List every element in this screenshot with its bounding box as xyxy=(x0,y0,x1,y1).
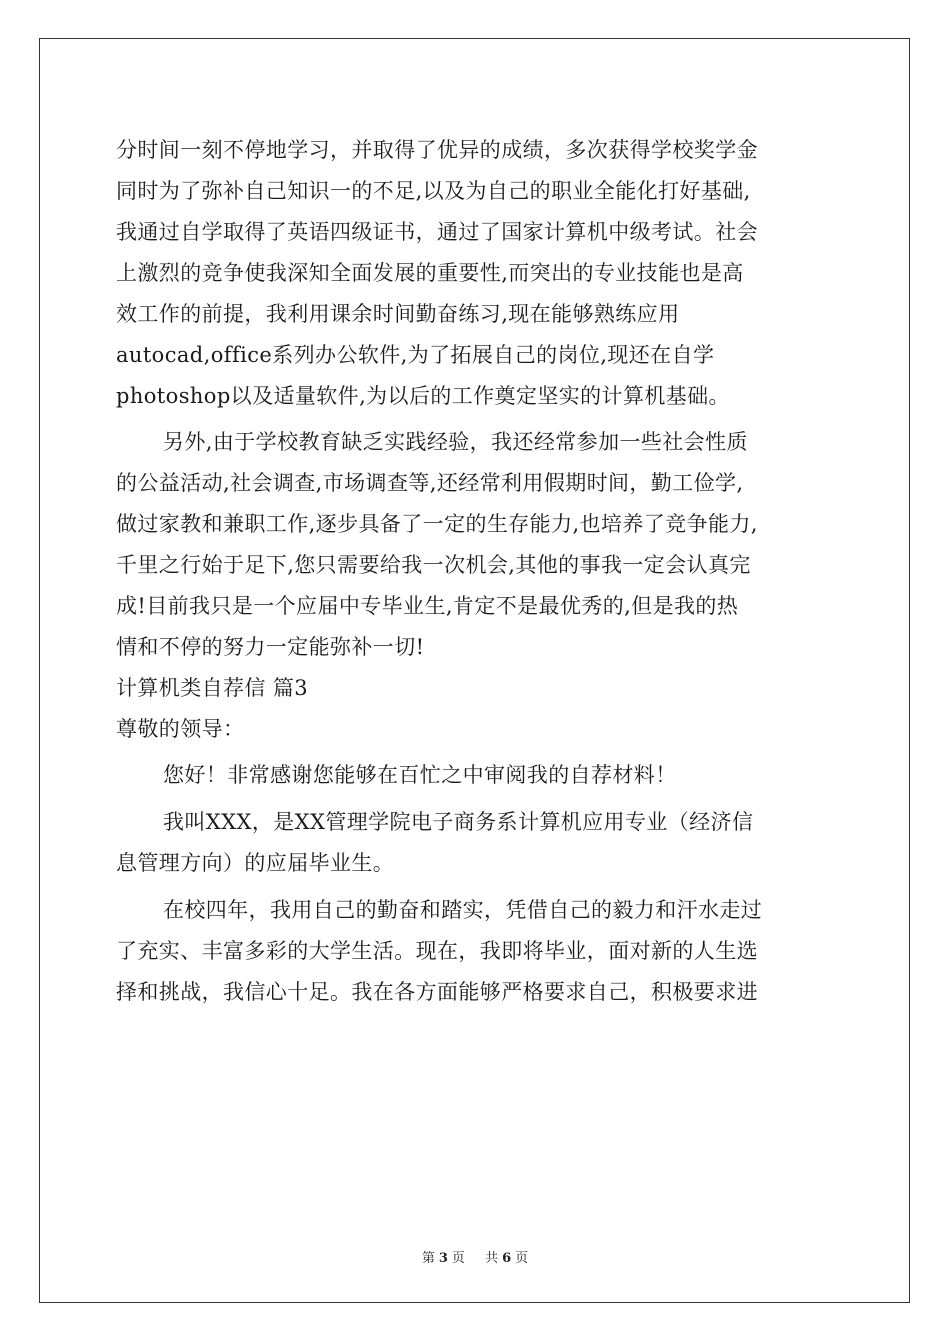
total-suffix: 页 xyxy=(515,1251,529,1266)
text-line: 做过家教和兼职工作,逐步具备了一定的生存能力,也培养了竞争能力, xyxy=(116,512,758,536)
text-line: 效工作的前提，我利用课余时间勤奋练习,现在能够熟练应用 xyxy=(116,302,680,326)
text-line: 您好！非常感谢您能够在百忙之中审阅我的自荐材料！ xyxy=(163,763,677,787)
total-pages: 6 xyxy=(502,1251,512,1266)
text-line: 在校四年，我用自己的勤奋和踏实，凭借自己的毅力和汗水走过 xyxy=(163,898,763,922)
text-line: 另外,由于学校教育缺乏实践经验，我还经常参加一些社会性质 xyxy=(163,430,748,454)
text-line: 千里之行始于足下,您只需要给我一次机会,其他的事我一定会认真完 xyxy=(116,553,751,577)
page-suffix: 页 xyxy=(451,1251,465,1266)
total-indicator xyxy=(481,1251,532,1266)
page-indicator xyxy=(418,1251,469,1266)
section-heading: 计算机类自荐信 篇3 xyxy=(116,676,309,700)
text-line: 择和挑战，我信心十足。我在各方面能够严格要求自己，积极要求进 xyxy=(116,980,758,1004)
page-number: 3 xyxy=(438,1251,448,1266)
text-line: autocad,office系列办公软件,为了拓展自己的岗位,现还在自学 xyxy=(116,343,715,367)
text-line: photoshop以及适量软件,为以后的工作奠定坚实的计算机基础。 xyxy=(116,384,730,408)
total-prefix: 共 xyxy=(485,1251,499,1266)
salutation: 尊敬的领导： xyxy=(116,717,245,741)
text-line: 同时为了弥补自己知识一的不足,以及为自己的职业全能化打好基础, xyxy=(116,179,751,203)
text-line: 了充实、丰富多彩的大学生活。现在，我即将毕业，面对新的人生选 xyxy=(116,939,758,963)
text-line: 我叫XXX，是XX管理学院电子商务系计算机应用专业（经济信 xyxy=(163,810,754,834)
text-line: 分时间一刻不停地学习，并取得了优异的成绩，多次获得学校奖学金 xyxy=(116,138,758,162)
text-line: 成!目前我只是一个应届中专毕业生,肯定不是最优秀的,但是我的热 xyxy=(116,594,739,618)
text-line: 的公益活动,社会调查,市场调查等,还经常利用假期时间，勤工俭学, xyxy=(116,471,744,495)
text-line: 息管理方向）的应届毕业生。 xyxy=(116,851,395,875)
page-footer xyxy=(0,1247,950,1266)
text-line: 我通过自学取得了英语四级证书，通过了国家计算机中级考试。社会 xyxy=(116,220,758,244)
text-line: 情和不停的努力一定能弥补一切! xyxy=(116,635,425,659)
text-line: 上激烈的竞争使我深知全面发展的重要性,而突出的专业技能也是高 xyxy=(116,261,744,285)
page-prefix: 第 xyxy=(421,1251,435,1266)
